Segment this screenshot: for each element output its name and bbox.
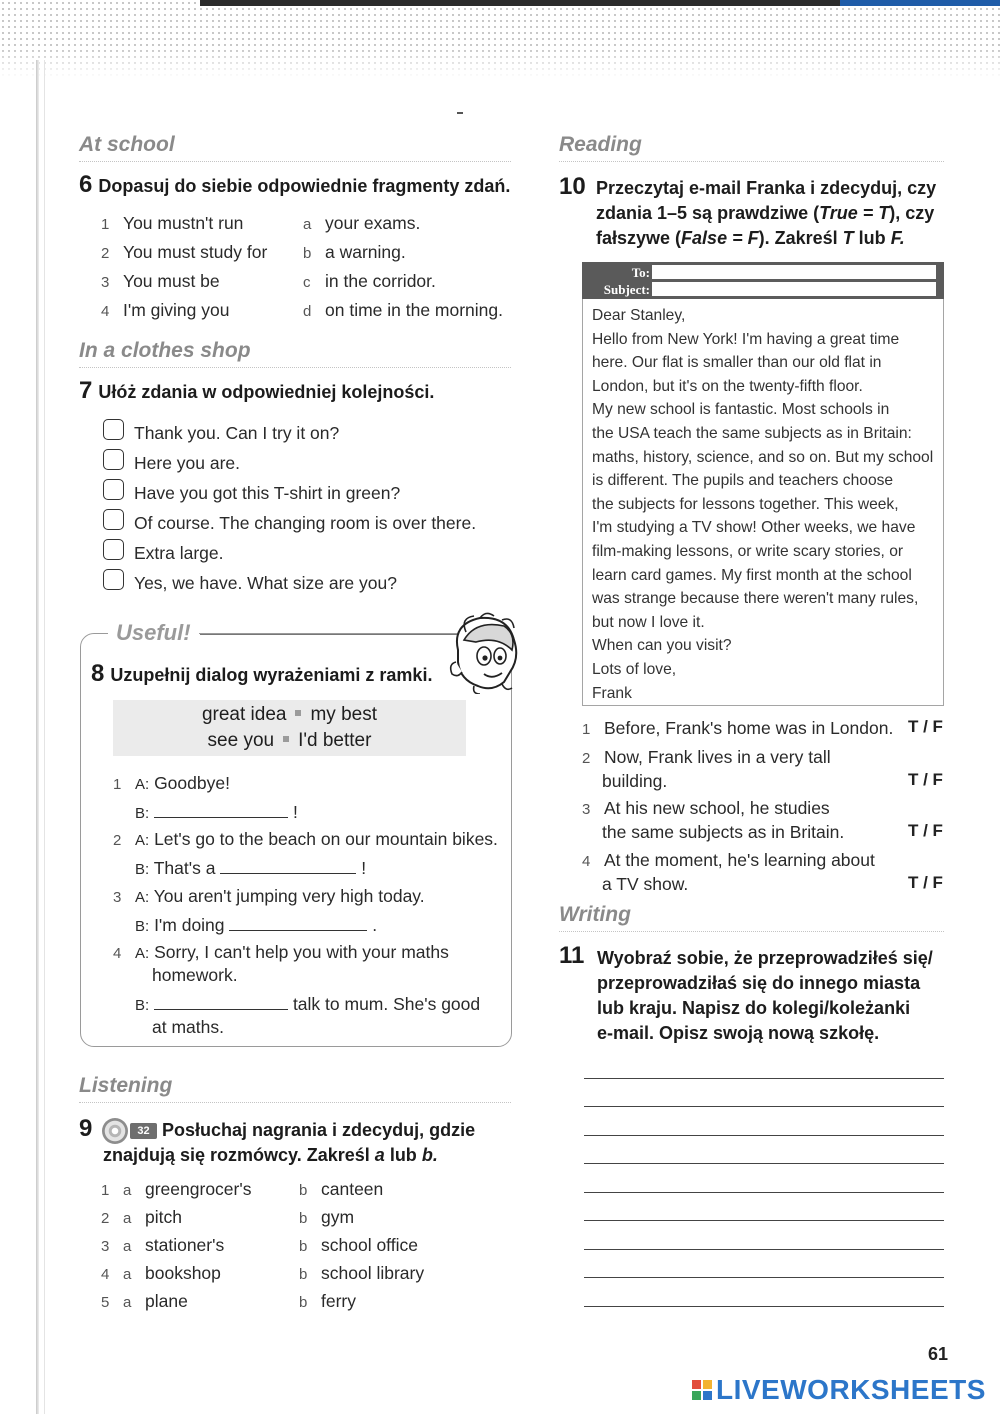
section-title-clothes-shop: In a clothes shop xyxy=(79,339,511,368)
order-checkbox[interactable] xyxy=(103,449,124,470)
email-line: film-making lessons, or write scary stories, or xyxy=(592,542,904,560)
email-body xyxy=(592,304,936,705)
exercise-instruction: Ułóż zdania w odpowiedniej kolejności. xyxy=(98,382,435,402)
dialog-line-a: 1 A: Goodbye! xyxy=(113,773,230,793)
audio-track-badge: 32 xyxy=(130,1123,157,1139)
option-a[interactable]: plane xyxy=(145,1291,188,1311)
word-bank-item: I'd better xyxy=(298,730,372,751)
section-title-reading: Reading xyxy=(559,133,944,162)
true-false-choice[interactable]: T / F xyxy=(908,873,943,892)
match-right-item: b a warning. xyxy=(303,242,406,262)
email-line: Frank xyxy=(592,684,632,702)
listening-row-b: b canteen xyxy=(299,1179,384,1199)
writing-line[interactable] xyxy=(584,1306,944,1307)
true-false-choice[interactable]: T / F xyxy=(908,821,943,840)
email-line: When can you visit? xyxy=(592,637,732,655)
exercise-11-number: 11 xyxy=(559,942,585,969)
top-edge-accent xyxy=(840,0,1000,6)
page-gutter-shadow xyxy=(36,60,39,1414)
cartoon-girl-icon xyxy=(446,610,526,694)
word-bank-item: great idea xyxy=(201,704,287,725)
exercise-instruction: Uzupełnij dialog wyrażeniami z ramki. xyxy=(110,665,433,685)
email-line: Dear Stanley, xyxy=(592,307,686,324)
statement-cont: building. xyxy=(602,771,668,791)
liveworksheets-logo[interactable] xyxy=(692,1374,986,1406)
email-line: learn card games. My first month at the school xyxy=(592,566,912,584)
order-item: Here you are. xyxy=(134,453,241,473)
listening-row-b: b ferry xyxy=(299,1291,356,1311)
writing-line[interactable] xyxy=(584,1163,944,1164)
statement: 2 Now, Frank lives in a very tall xyxy=(582,747,831,767)
useful-box-title: Useful! xyxy=(108,620,199,646)
print-mark xyxy=(457,112,463,114)
order-checkbox[interactable] xyxy=(103,569,124,590)
email-line: the USA teach the same subjects as in Britain: xyxy=(592,424,912,442)
word-bank-item: my best xyxy=(310,704,378,725)
option-a[interactable]: pitch xyxy=(145,1207,182,1227)
order-item: Extra large. xyxy=(134,543,224,563)
writing-line[interactable] xyxy=(584,1192,944,1193)
email-to-field[interactable] xyxy=(652,265,936,279)
exercise-10-number: 10 xyxy=(559,173,586,200)
dialog-line-b: B: ! xyxy=(135,802,298,822)
option-a[interactable]: stationer's xyxy=(145,1235,225,1255)
order-checkbox[interactable] xyxy=(103,509,124,530)
email-line: the subjects for lessons together. This week, xyxy=(592,495,899,513)
option-b[interactable]: school office xyxy=(321,1235,418,1255)
statement-cont: the same subjects as in Britain. xyxy=(602,822,845,842)
exercise-9-number: 9 xyxy=(79,1115,93,1142)
exercise-11-instruction: lub kraju. Napisz do kolegi/koleżanki xyxy=(597,998,911,1018)
order-item: Of course. The changing room is over there. xyxy=(134,513,477,533)
statement: 4 At the moment, he's learning about xyxy=(582,850,875,870)
exercise-11-instruction: przeprowadziłaś się do innego miasta xyxy=(597,973,921,993)
section-title-writing: Writing xyxy=(559,903,944,932)
listening-row-b: b school office xyxy=(299,1235,418,1255)
section-title-listening: Listening xyxy=(79,1074,511,1103)
match-right-item: c in the corridor. xyxy=(303,271,436,291)
match-left-item: 1 You mustn't run xyxy=(101,213,244,233)
useful-title-rule xyxy=(200,634,460,635)
exercise-7-heading xyxy=(79,378,434,405)
order-checkbox[interactable] xyxy=(103,479,124,500)
option-b[interactable]: canteen xyxy=(321,1179,384,1199)
order-checkbox[interactable] xyxy=(103,419,124,440)
match-left-item: 3 You must be xyxy=(101,271,220,291)
order-checkbox[interactable] xyxy=(103,539,124,560)
email-line: I'm studying a TV show! Other weeks, we have xyxy=(592,519,916,537)
order-item: Yes, we have. What size are you? xyxy=(134,573,397,593)
match-left-item: 2 You must study for xyxy=(101,242,268,262)
writing-line[interactable] xyxy=(584,1277,944,1278)
word-bank-row xyxy=(113,704,466,726)
exercise-8-heading xyxy=(91,661,432,688)
email-line: here. Our flat is smaller than our old flat in xyxy=(592,354,882,372)
email-to-label: To: xyxy=(631,265,650,280)
dialog-line-a: 2 A: Let's go to the beach on our mountain bikes. xyxy=(113,829,498,849)
email-line: is different. The pupils and teachers choose xyxy=(592,472,894,490)
answer-blank[interactable] xyxy=(154,800,288,818)
word-bank-box xyxy=(113,700,466,756)
email-line: maths, history, science, and so on. But my school xyxy=(592,448,934,466)
exercise-number: 7 xyxy=(79,377,93,404)
true-false-choice[interactable]: T / F xyxy=(908,770,943,789)
header-dot-pattern xyxy=(0,0,1000,78)
listening-row: 3 a stationer's xyxy=(101,1235,225,1255)
listening-row-b: b gym xyxy=(299,1207,355,1227)
exercise-9-instruction: Posłuchaj nagrania i zdecyduj, gdzie xyxy=(162,1120,476,1140)
dialog-line-b-cont: at maths. xyxy=(152,1017,224,1037)
option-b[interactable]: school library xyxy=(321,1263,425,1283)
brand-name: LIVEWORKSHEETS xyxy=(716,1374,986,1405)
exercise-11-instruction: e-mail. Opisz swoją nową szkołę. xyxy=(597,1023,880,1043)
listening-row: 1 a greengrocer's xyxy=(101,1179,252,1199)
answer-blank[interactable] xyxy=(220,856,356,874)
option-a[interactable]: greengrocer's xyxy=(145,1179,252,1199)
listening-row-b: b school library xyxy=(299,1263,425,1283)
audio-cd-icon[interactable] xyxy=(102,1118,128,1144)
exercise-10-instruction-cont: fałszywe (False = F). Zakreśl T lub F. xyxy=(596,228,905,248)
writing-line[interactable] xyxy=(584,1078,944,1079)
writing-line[interactable] xyxy=(584,1135,944,1136)
option-b[interactable]: ferry xyxy=(321,1291,356,1311)
match-right-item: d on time in the morning. xyxy=(303,300,504,320)
listening-row: 4 a bookshop xyxy=(101,1263,221,1283)
answer-blank[interactable] xyxy=(229,913,367,931)
exercise-10-instruction-cont: zdania 1–5 są prawdziwe (True = T), czy xyxy=(596,203,935,223)
writing-line[interactable] xyxy=(584,1249,944,1250)
email-line: London, but it's on the twenty-fifth floor. xyxy=(592,377,863,395)
email-subject-label: Subject: xyxy=(603,282,650,297)
statement: 3 At his new school, he studies xyxy=(582,798,830,818)
dialog-line-a-cont: homework. xyxy=(152,965,238,985)
dialog-line-b: B: That's a ! xyxy=(135,858,367,878)
statement-cont: a TV show. xyxy=(602,874,689,894)
brand-grid-icon xyxy=(692,1380,712,1400)
listening-row: 2 a pitch xyxy=(101,1207,182,1227)
match-left-item: 4 I'm giving you xyxy=(101,300,230,320)
email-line: but now I love it. xyxy=(592,613,705,631)
word-bank-row xyxy=(113,730,466,752)
page-gutter-line xyxy=(44,60,45,1414)
order-item: Thank you. Can I try it on? xyxy=(134,423,340,443)
dialog-line-a: 3 A: You aren't jumping very high today. xyxy=(113,886,425,906)
option-a[interactable]: bookshop xyxy=(145,1263,221,1283)
exercise-10-instruction: Przeczytaj e-mail Franka i zdecyduj, czy xyxy=(596,178,937,198)
match-right-item: a your exams. xyxy=(303,213,421,233)
exercise-number: 6 xyxy=(79,171,93,198)
true-false-choice[interactable]: T / F xyxy=(908,717,943,736)
listening-row: 5 a plane xyxy=(101,1291,188,1311)
order-item: Have you got this T-shirt in green? xyxy=(134,483,401,503)
email-line: Lots of love, xyxy=(592,660,677,678)
email-line: Hello from New York! I'm having a great time xyxy=(592,330,900,348)
word-bank-item: see you xyxy=(207,730,275,751)
section-title-at-school: At school xyxy=(79,133,511,162)
email-subject-field[interactable] xyxy=(652,282,936,296)
dialog-line-b: B: I'm doing . xyxy=(135,915,378,935)
email-header xyxy=(582,262,944,299)
email-line: My new school is fantastic. Most schools in xyxy=(592,401,890,419)
email-line: was strange because there weren't many rules, xyxy=(592,590,919,608)
option-b[interactable]: gym xyxy=(321,1207,355,1227)
writing-line[interactable] xyxy=(584,1106,944,1107)
answer-blank[interactable] xyxy=(154,992,288,1010)
exercise-instruction: Dopasuj do siebie odpowiednie fragmenty zdań. xyxy=(98,176,511,196)
exercise-11-instruction: Wyobraź sobie, że przeprowadziłeś się/ xyxy=(597,948,933,968)
statement: 1 Before, Frank's home was in London. xyxy=(582,718,894,738)
exercise-9-instruction-cont: znajdują się rozmówcy. Zakreśl a lub b. xyxy=(103,1145,438,1165)
dialog-line-a: 4 A: Sorry, I can't help you with your maths xyxy=(113,942,449,962)
exercise-number: 8 xyxy=(91,660,105,687)
exercise-6-heading xyxy=(79,172,510,199)
writing-line[interactable] xyxy=(584,1220,944,1221)
dialog-line-b: B: talk to mum. She's good xyxy=(135,994,481,1014)
page-number: 61 xyxy=(928,1344,949,1364)
